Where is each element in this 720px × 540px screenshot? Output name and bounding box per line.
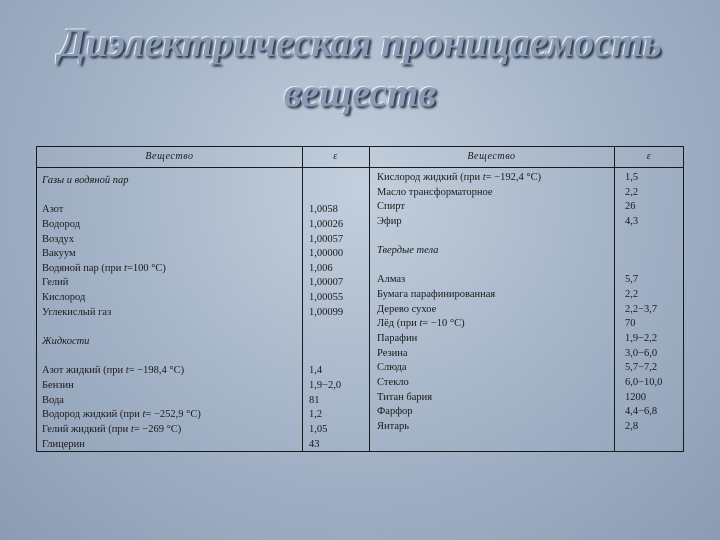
epsilon-cell: 81	[309, 394, 320, 406]
epsilon-cell	[309, 320, 343, 335]
epsilon-cell: 1200	[625, 391, 646, 403]
substance-cell: Азот жидкий (при t= −198,4 °С)	[42, 365, 185, 377]
epsilon-cell: 1,9−2,2	[625, 333, 658, 345]
epsilon-cell: 1,5	[625, 172, 639, 183]
epsilon-cell: 1,4	[309, 365, 323, 377]
epsilon-cell: 26	[625, 201, 636, 213]
substance-cell: Водяной пар (при t=100 °С)	[42, 262, 166, 274]
header-epsilon-right: ε	[646, 151, 652, 162]
right-substance-column	[377, 171, 541, 435]
epsilon-cell: 1,00007	[309, 277, 344, 289]
header-substance-right: Вещество	[467, 151, 516, 162]
substance-cell: Гелий	[42, 277, 69, 289]
substance-cell	[377, 259, 541, 274]
epsilon-cell: 1,00099	[309, 306, 344, 318]
permittivity-table	[36, 146, 684, 452]
category-heading: Жидкости	[42, 336, 90, 348]
substance-cell: Водород жидкий (при t= −252,9 °С)	[42, 409, 201, 421]
substance-cell: Дерево сухое	[377, 303, 437, 315]
epsilon-cell	[625, 230, 662, 245]
epsilon-cell	[625, 259, 662, 274]
epsilon-cell	[625, 244, 662, 259]
epsilon-cell: 2,2−3,7	[625, 303, 658, 315]
substance-cell: Слюда	[377, 362, 407, 374]
temperature-symbol: t	[142, 409, 146, 421]
substance-cell: Бумага парафинированная	[377, 289, 496, 301]
epsilon-cell: 1,0058	[309, 204, 338, 216]
epsilon-cell: 5,7−7,2	[625, 362, 658, 374]
substance-cell: Кислород жидкий (при t= −192,4 °С)	[377, 172, 542, 183]
header-epsilon-left: ε	[333, 151, 338, 162]
epsilon-cell	[309, 350, 343, 365]
substance-cell: Спирт	[377, 201, 405, 213]
table-header-row	[37, 147, 683, 168]
left-epsilon-column	[309, 174, 343, 452]
epsilon-cell: 2,2	[625, 289, 639, 301]
epsilon-cell: 70	[625, 318, 636, 330]
epsilon-cell: 1,05	[309, 423, 328, 435]
substance-cell: Янтарь	[377, 420, 410, 432]
substance-cell	[42, 350, 201, 365]
substance-cell: Воздух	[42, 233, 75, 245]
substance-cell: Глицерин	[42, 438, 85, 450]
epsilon-cell: 3,0−6,0	[625, 347, 658, 359]
left-substance-column	[42, 174, 201, 452]
substance-cell: Масло трансформаторное	[377, 186, 493, 198]
epsilon-cell: 1,00057	[309, 233, 344, 245]
epsilon-cell: 1,9−2,0	[309, 379, 342, 391]
column-divider	[369, 147, 370, 451]
epsilon-cell: 43	[309, 438, 320, 450]
epsilon-cell	[309, 189, 343, 204]
substance-cell: Алмаз	[377, 274, 406, 286]
substance-cell: Вакуум	[42, 248, 76, 260]
temperature-symbol: t	[125, 365, 129, 377]
column-divider	[302, 147, 303, 451]
epsilon-cell: 1,00055	[309, 292, 344, 304]
slide-title	[0, 18, 720, 118]
substance-cell	[42, 320, 201, 335]
temperature-symbol: t	[130, 423, 134, 435]
substance-cell: Стекло	[377, 376, 409, 388]
temperature-symbol: t	[482, 172, 486, 183]
epsilon-cell	[309, 174, 343, 189]
substance-cell: Кислород	[42, 292, 86, 304]
substance-cell: Титан бария	[377, 391, 433, 403]
substance-cell	[42, 189, 201, 204]
right-epsilon-column	[625, 171, 662, 435]
substance-cell: Парафин	[377, 333, 418, 345]
substance-cell: Бензин	[42, 379, 74, 391]
slide-title-line-1: Диэлектрическая проницаемость	[58, 20, 662, 65]
substance-cell: Вода	[42, 394, 64, 406]
epsilon-cell: 1,006	[309, 262, 333, 274]
epsilon-cell: 1,00026	[309, 218, 344, 230]
substance-cell: Резина	[377, 347, 408, 359]
category-heading: Твердые тела	[377, 245, 439, 257]
epsilon-cell: 2,8	[625, 420, 639, 432]
epsilon-cell: 4,4−6,8	[625, 406, 658, 418]
temperature-symbol: t	[124, 262, 127, 274]
epsilon-cell: 4,3	[625, 215, 639, 227]
epsilon-cell: 1,2	[309, 409, 323, 421]
substance-cell: Гелий жидкий (при t= −269 °С)	[42, 423, 182, 435]
substance-cell: Азот	[42, 204, 64, 216]
header-substance-left: Вещество	[145, 151, 194, 162]
epsilon-cell: 2,2	[625, 186, 639, 198]
substance-cell	[377, 230, 541, 245]
substance-cell: Водород	[42, 218, 81, 230]
epsilon-cell	[309, 335, 343, 350]
slide-title-line-2: веществ	[283, 70, 437, 115]
substance-cell: Фарфор	[377, 406, 413, 418]
category-heading: Газы и водяной пар	[42, 175, 129, 186]
column-divider	[614, 147, 615, 451]
substance-cell: Эфир	[377, 215, 402, 227]
epsilon-cell: 1,00000	[309, 248, 344, 260]
substance-cell: Лёд (при t= −10 °С)	[377, 318, 465, 330]
epsilon-cell: 5,7	[625, 274, 639, 286]
substance-cell: Углекислый газ	[42, 306, 112, 318]
epsilon-cell: 6,0−10,0	[625, 376, 663, 388]
temperature-symbol: t	[419, 318, 423, 330]
